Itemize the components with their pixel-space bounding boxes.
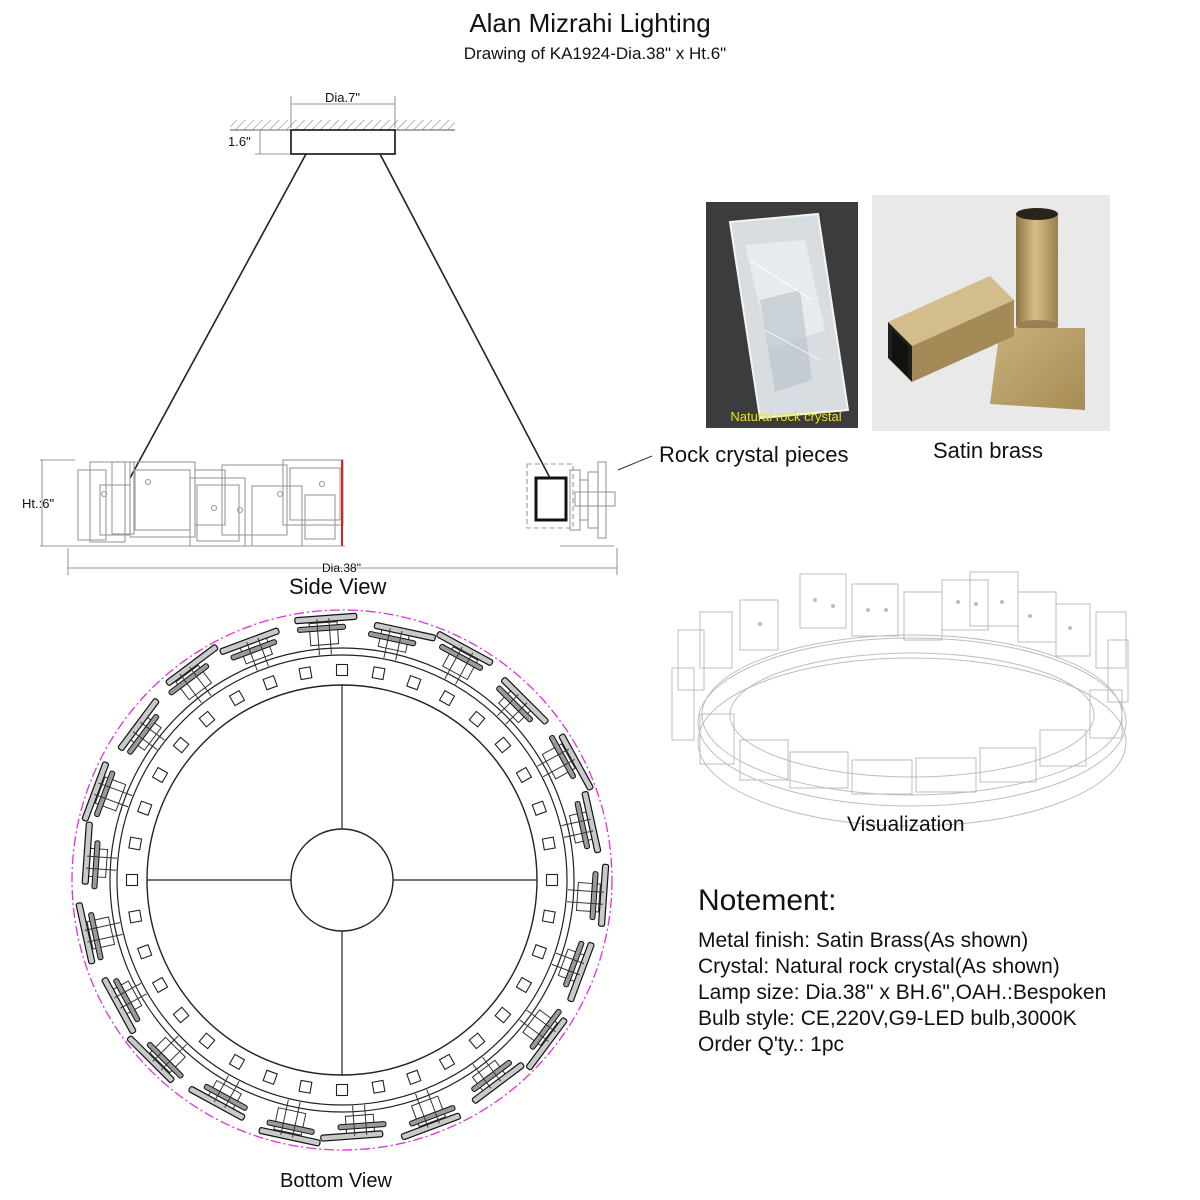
bulb-hole — [229, 691, 244, 706]
bulb-hole — [173, 737, 188, 752]
crystal-panel — [364, 621, 435, 667]
dim-height: Ht.:6" — [22, 496, 55, 511]
side-view-label: Side View — [289, 574, 387, 599]
bulb-hole — [138, 945, 152, 959]
bulb-hole — [153, 767, 168, 782]
crystal-panel — [389, 1082, 461, 1140]
bulb-hole — [542, 837, 555, 850]
profile-section — [527, 462, 615, 546]
bulb-hole — [263, 676, 277, 690]
note-crystal: Crystal: Natural rock crystal(As shown) — [698, 955, 1060, 978]
notes-list — [698, 928, 1106, 1058]
bulb-hole — [129, 837, 142, 850]
bulb-hole — [542, 910, 555, 923]
bulb-hole — [173, 1007, 188, 1022]
crystal-panel — [555, 791, 601, 859]
canopy — [291, 130, 395, 154]
bulb-hole — [199, 711, 214, 726]
notes-title: Notement: — [698, 884, 837, 917]
note-lamp-size: Lamp size: Dia.38" x BH.6",OAH.:Bespoken — [698, 981, 1107, 1004]
brass-photo — [872, 195, 1110, 431]
note-bulb-style: Bulb style: CE,220V,G9-LED bulb,3000K — [698, 1007, 1077, 1030]
bulb-hole — [337, 1085, 348, 1096]
bottom-view-label: Bottom View — [280, 1170, 392, 1192]
note-order-qty: Order Q'ty.: 1pc — [698, 1033, 844, 1056]
page-title: Alan Mizrahi Lighting — [469, 8, 711, 38]
bulb-hole — [516, 977, 531, 992]
bulb-hole — [199, 1033, 214, 1048]
crystal-panel — [295, 613, 360, 656]
crystal-panel — [76, 895, 127, 964]
crystal-panel — [127, 1012, 201, 1086]
bulb-hole — [469, 1033, 484, 1048]
side-panels — [75, 460, 345, 546]
bulb-hole — [407, 676, 421, 690]
bulb-hole — [407, 1070, 421, 1084]
center-hub — [291, 829, 393, 931]
crystal-panel — [82, 822, 120, 890]
crystal-panel — [499, 994, 570, 1070]
bulb-hole — [516, 767, 531, 782]
bulb-hole — [372, 667, 385, 680]
rock-crystal-callout: Rock crystal pieces — [659, 442, 849, 467]
dim-canopy-dia: Dia.7" — [325, 90, 360, 105]
bulb-hole — [532, 801, 546, 815]
crystal-panel — [482, 677, 549, 744]
bulb-hole — [138, 801, 152, 815]
visualization-ring — [672, 572, 1128, 826]
bulb-hole — [263, 1070, 277, 1084]
bulb-hole — [337, 665, 348, 676]
brass-photo-label: Satin brass — [933, 438, 1044, 463]
callout-leader — [618, 456, 652, 470]
crystal-panel — [162, 644, 238, 715]
side-view-drawing — [40, 96, 652, 575]
cable-right — [380, 154, 550, 478]
bulb-hole — [127, 875, 138, 886]
bulb-hole — [495, 1007, 510, 1022]
bulb-hole — [532, 945, 546, 959]
bulb-hole — [469, 711, 484, 726]
bulb-hole — [547, 875, 558, 886]
bulb-hole — [153, 977, 168, 992]
page-subtitle: Drawing of KA1924-Dia.38" x Ht.6" — [463, 44, 727, 63]
bulb-hole — [229, 1054, 244, 1069]
bulb-hole — [129, 910, 142, 923]
bulb-hole — [439, 691, 454, 706]
bulb-hole — [439, 1054, 454, 1069]
crystal-photo-caption: Natural rock crystal — [730, 409, 842, 424]
crystal-photo — [706, 202, 858, 428]
bulb-hole — [299, 667, 312, 680]
bulb-hole — [299, 1080, 312, 1093]
cable-left — [130, 154, 306, 478]
bulb-hole — [495, 737, 510, 752]
visualization-label: Visualization — [847, 813, 965, 836]
crystal-panel — [259, 1095, 328, 1146]
dim-canopy-height: 1.6" — [228, 134, 251, 149]
bottom-view-drawing — [72, 610, 612, 1150]
profile-channel — [536, 478, 566, 520]
crystal-panel — [565, 862, 608, 927]
dim-diameter: Dia.38" — [322, 561, 361, 575]
ceiling-hatch — [230, 120, 455, 130]
note-metal-finish: Metal finish: Satin Brass(As shown) — [698, 929, 1029, 952]
bulb-hole — [372, 1080, 385, 1093]
